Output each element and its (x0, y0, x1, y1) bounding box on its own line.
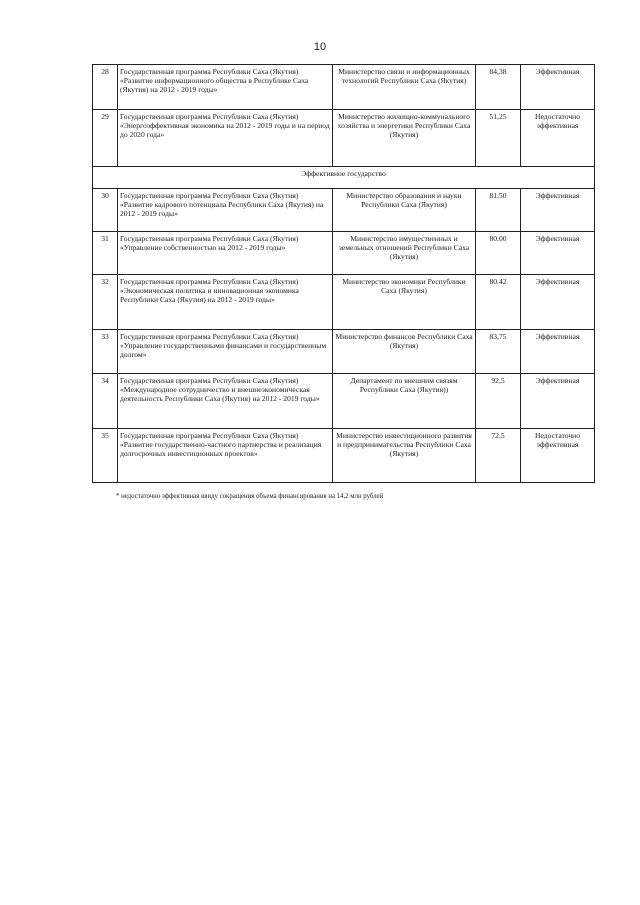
page-number: 10 (313, 41, 327, 53)
table-row (93, 374, 595, 429)
effectiveness-rating: Эффективная (521, 189, 595, 232)
row-number: 28 (93, 65, 118, 110)
ministry-name: Министерство инвестиционного развития и предпринимательства Республики Саха (Якутия) (333, 429, 476, 483)
score-value: 80.42 (476, 275, 521, 330)
footnote: * недостаточно эффективная ввиду сокращения объема финансирования на 14,2 млн рублей (116, 493, 384, 500)
program-name: Государственная программа Республики Саха (Якутия) «Развитие кадрового потенциала Республики Саха (Якутия) на 2012 - 2019 годы» (118, 189, 333, 232)
programs-table (92, 64, 595, 483)
ministry-name: Министерство имущественных и земельных отношений Республики Саха (Якутия) (333, 232, 476, 275)
score-value: 81.50 (476, 189, 521, 232)
score-value: 72,5 (476, 429, 521, 483)
table-row (93, 330, 595, 374)
row-number: 30 (93, 189, 118, 232)
effectiveness-rating: Эффективная (521, 275, 595, 330)
effectiveness-rating: Недостаточно эффективная (521, 429, 595, 483)
effectiveness-rating: Недостаточно эффективная (521, 110, 595, 167)
program-name: Государственная программа Республики Саха (Якутия) «Энергоэффективная экономика на 2012 - 2019 годы и на период до 2020 года» (118, 110, 333, 167)
score-value: 84,38 (476, 65, 521, 110)
program-name: Государственная программа Республики Саха (Якутия) «Управление собственностью на 2012 - 2019 годы» (118, 232, 333, 275)
table-row (93, 189, 595, 232)
program-name: Государственная программа Республики Саха (Якутия) «Управление государственными финансами и государственным долгом» (118, 330, 333, 374)
table-row (93, 275, 595, 330)
ministry-name: Департамент по внешним связям Республики Саха (Якутия)) (333, 374, 476, 429)
score-value: 83,75 (476, 330, 521, 374)
program-name: Государственная программа Республики Саха (Якутия) «Международное сотрудничество и внешнеэкономическая деятельность Республики Саха (Якутия) на 2012 - 2019 годы» (118, 374, 333, 429)
ministry-name: Министерство связи и информационных технологий Республики Саха (Якутия) (333, 65, 476, 110)
row-number: 35 (93, 429, 118, 483)
row-number: 29 (93, 110, 118, 167)
ministry-name: Министерство финансов Республики Саха (Якутия) (333, 330, 476, 374)
effectiveness-rating: Эффективная (521, 330, 595, 374)
section-row (93, 167, 595, 189)
score-value: 51,25 (476, 110, 521, 167)
table-row (93, 65, 595, 110)
row-number: 32 (93, 275, 118, 330)
effectiveness-rating: Эффективная (521, 65, 595, 110)
section-title: Эффективное государство (93, 167, 595, 189)
table-row (93, 232, 595, 275)
ministry-name: Министерство экономики Республики Саха (Якутия) (333, 275, 476, 330)
program-name: Государственная программа Республики Саха (Якутия) «Развитие информационного общества в Республике Саха (Якутия) на 2012 - 2019 годы» (118, 65, 333, 110)
table-row (93, 429, 595, 483)
score-value: 80.00 (476, 232, 521, 275)
row-number: 31 (93, 232, 118, 275)
program-name: Государственная программа Республики Саха (Якутия) «Экономическая политика и инновационная экономика Республики Саха (Якутия) на 2012 - 2019 годы» (118, 275, 333, 330)
effectiveness-rating: Эффективная (521, 232, 595, 275)
row-number: 34 (93, 374, 118, 429)
score-value: 92,5 (476, 374, 521, 429)
row-number: 33 (93, 330, 118, 374)
ministry-name: Министерство жилищно-коммунального хозяйства и энергетики Республики Саха (Якутия) (333, 110, 476, 167)
program-name: Государственная программа Республики Саха (Якутия) «Развитие государственно-частного партнерства и реализация долгосрочных инвестиционных проектов» (118, 429, 333, 483)
table-row (93, 110, 595, 167)
ministry-name: Министерство образования и науки Республики Саха (Якутия) (333, 189, 476, 232)
effectiveness-rating: Эффективная (521, 374, 595, 429)
